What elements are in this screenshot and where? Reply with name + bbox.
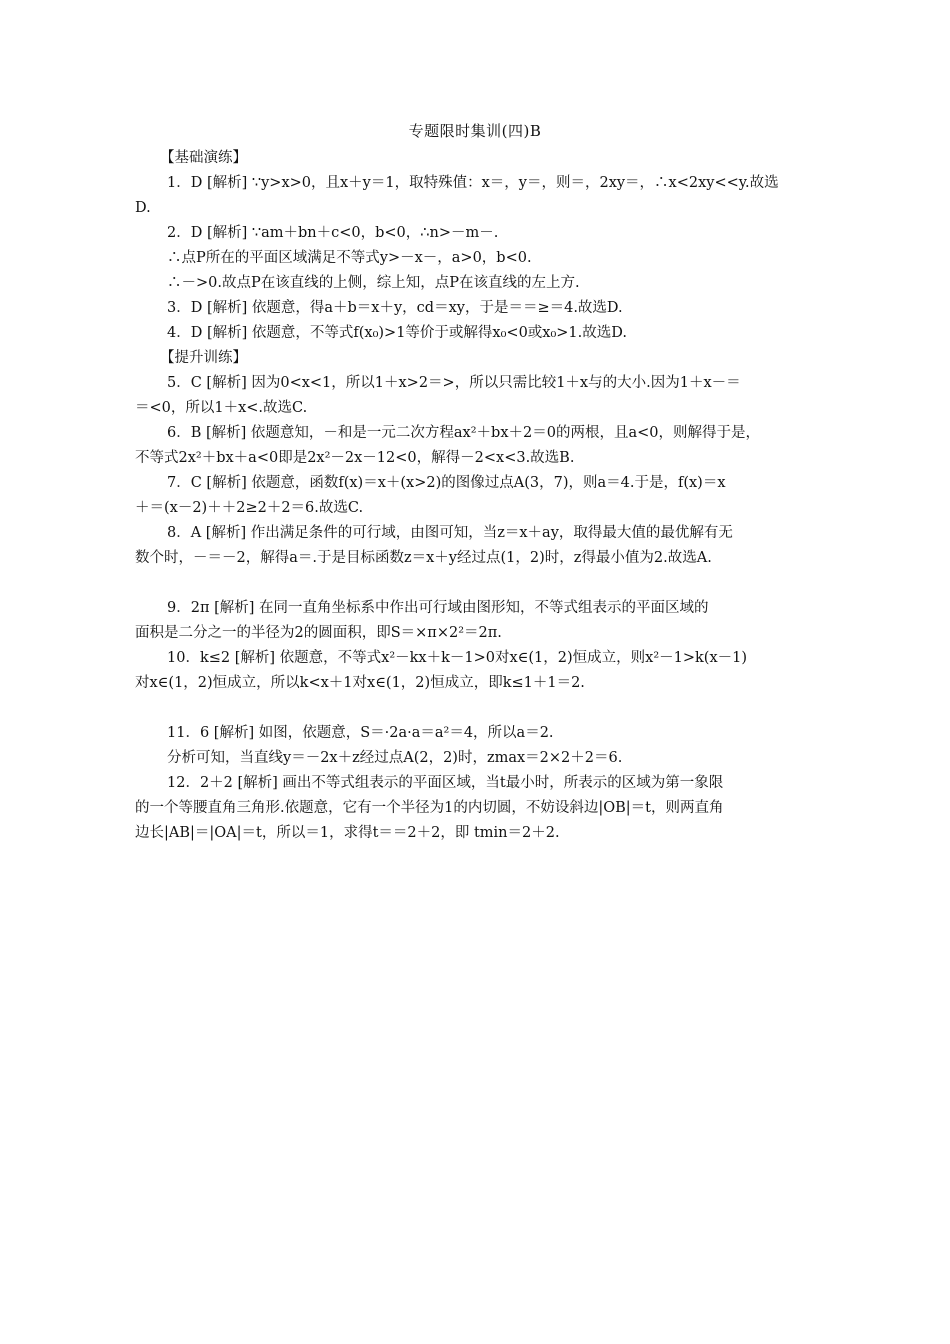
answer-line: 12．2＋2 [解析] 画出不等式组表示的平面区域，当t最小时，所表示的区域为第一象限 — [167, 775, 724, 791]
answer-line: 的一个等腰直角三角形.依题意，它有一个半径为1的内切圆，不妨设斜边|OB|＝t，则两直角 — [135, 800, 724, 816]
section-header-advanced: 【提升训练】 — [160, 350, 247, 366]
answer-line: D. — [135, 200, 151, 216]
page-title: 专题限时集训(四)B — [408, 122, 542, 140]
answer-line: 对x∈(1，2)恒成立，所以k<x＋1对x∈(1，2)恒成立，即k≤1＋1＝2. — [135, 675, 585, 691]
answer-line: 5．C [解析] 因为0<x<1，所以1＋x>2＝>，所以只需比较1＋x与的大小.因为1＋x－＝ — [167, 375, 741, 391]
answer-line: ∴－>0.故点P在该直线的上侧，综上知，点P在该直线的左上方. — [167, 275, 580, 291]
answer-line: ＝<0，所以1＋x<.故选C. — [135, 400, 308, 416]
answer-line: 11．6 [解析] 如图，依题意，S＝·2a·a＝a²＝4，所以a＝2. — [167, 725, 554, 741]
answer-line: ∴点P所在的平面区域满足不等式y>－x－，a>0，b<0. — [167, 250, 532, 266]
answer-line: 9．2π [解析] 在同一直角坐标系中作出可行域由图形知，不等式组表示的平面区域的 — [167, 600, 709, 616]
answer-line: 边长|AB|＝|OA|＝t，所以＝1，求得t＝＝2＋2，即 tmin＝2＋2. — [135, 825, 560, 841]
answer-line: 7．C [解析] 依题意，函数f(x)＝x＋(x>2)的图像过点A(3，7)，则a＝4.于是，f(x)＝x — [167, 475, 726, 491]
answer-line: 10．k≤2 [解析] 依题意，不等式x²－kx＋k－1>0对x∈(1，2)恒成立，则x²－1>k(x－1) — [167, 650, 748, 666]
answer-line: 1．D [解析] ∵y>x>0，且x＋y＝1，取特殊值：x＝，y＝，则＝，2xy＝，∴x<2xy<<y.故选 — [167, 175, 779, 191]
section-header-basic: 【基础演练】 — [160, 150, 247, 166]
answer-line: 数个时，－＝－2，解得a＝.于是目标函数z＝x＋y经过点(1，2)时，z得最小值为2.故选A. — [135, 550, 712, 566]
answer-line: 3．D [解析] 依题意，得a＋b＝x＋y，cd＝xy，于是＝＝≥＝4.故选D. — [167, 300, 623, 316]
answer-line: 分析可知，当直线y＝－2x＋z经过点A(2，2)时，zmax＝2×2＋2＝6. — [167, 750, 623, 766]
answer-line: 2．D [解析] ∵am＋bn＋c<0，b<0，∴n>－m－. — [167, 225, 499, 241]
answer-line: 6．B [解析] 依题意知，－和是一元二次方程ax²＋bx＋2＝0的两根，且a<0，则解得于是， — [167, 425, 760, 441]
answer-line: 8．A [解析] 作出满足条件的可行域，由图可知，当z＝x＋ay，取得最大值的最优解有无 — [167, 525, 733, 541]
answer-line: ＋＝(x－2)＋＋2≥2＋2＝6.故选C. — [135, 500, 364, 516]
answer-line: 不等式2x²＋bx＋a<0即是2x²－2x－12<0，解得－2<x<3.故选B. — [135, 450, 575, 466]
answer-line: 面积是二分之一的半径为2的圆面积，即S＝×π×2²＝2π. — [135, 625, 502, 641]
answer-line: 4．D [解析] 依题意，不等式f(x₀)>1等价于或解得x₀<0或x₀>1.故选D. — [167, 325, 627, 341]
